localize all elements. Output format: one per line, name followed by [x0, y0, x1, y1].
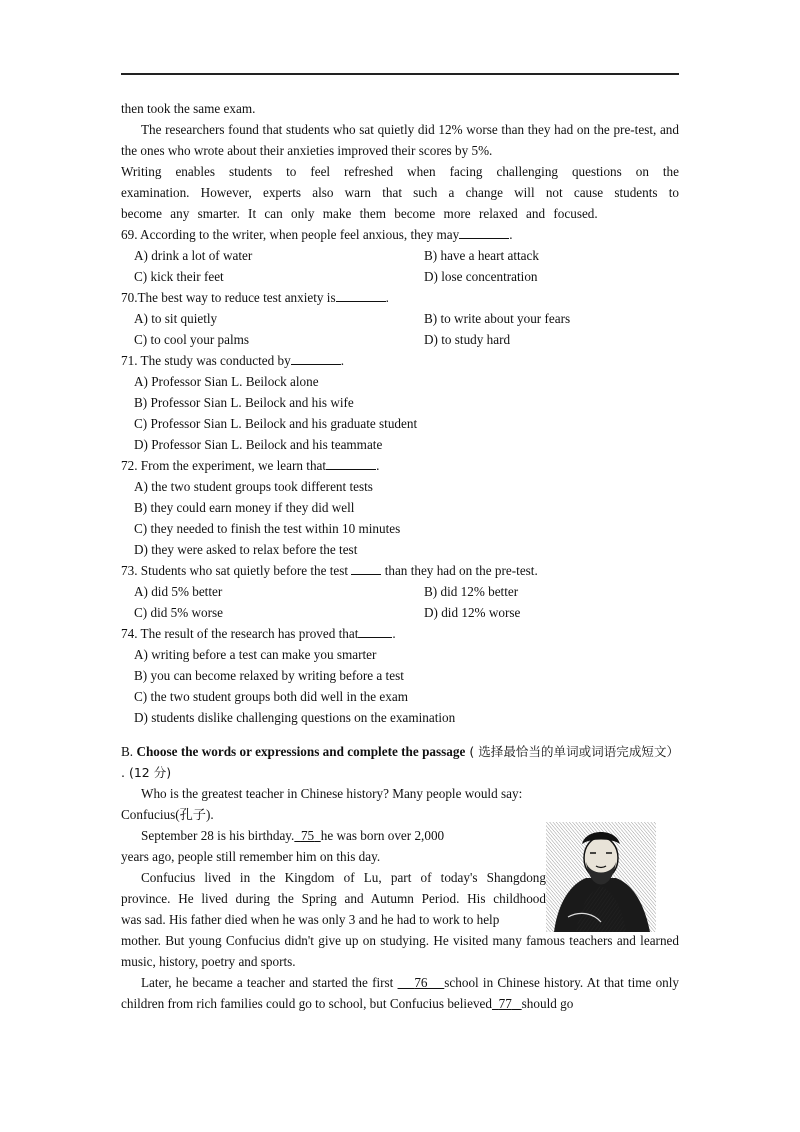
answer-blank[interactable]: [459, 224, 509, 239]
passage-paragraph: The researchers found that students who sat quietly did 12% worse than they had on the pre-test, and the ones who wrote about their anxieties improved their scores by 5%.: [121, 122, 679, 158]
answer-blank[interactable]: [336, 287, 386, 302]
question-stem: 71. The study was conducted by .: [121, 350, 679, 371]
question-74: [121, 623, 679, 728]
question-stem: 72. From the experiment, we learn that .: [121, 455, 679, 476]
passage-line: September 28 is his birthday. 75 he was born over 2,000: [141, 828, 445, 843]
option-c: C) the two student groups both did well in the exam: [134, 689, 408, 704]
passage-line: Confucius(孔子).: [121, 807, 214, 822]
confucius-portrait: [546, 822, 656, 932]
option-b: B) have a heart attack: [424, 248, 539, 263]
passage-line: province. He lived during the Spring and Autumn Period. His childhood: [121, 891, 546, 906]
passage-line: years ago, people still remember him on this day.: [121, 849, 381, 864]
question-70: [121, 287, 679, 350]
header-rule: [121, 73, 679, 75]
passage-line: Who is the greatest teacher in Chinese history? Many people would say:: [141, 786, 523, 801]
passage-paragraph: Later, he became a teacher and started the first 76 school in Chinese history. At that time only children from rich families could go to school, but Confucius believed 77 should go: [121, 975, 680, 1011]
option-a: A) drink a lot of water: [134, 248, 253, 263]
question-73: [121, 560, 679, 623]
option-a: A) the two student groups took different tests: [134, 479, 373, 494]
blank-76[interactable]: 76: [414, 975, 428, 990]
option-b: B) you can become relaxed by writing before a test: [134, 668, 404, 683]
passage-line: then took the same exam.: [121, 101, 256, 116]
option-d: D) lose concentration: [424, 269, 538, 284]
question-72: [121, 455, 679, 560]
option-d: D) did 12% worse: [424, 605, 521, 620]
option-b: B) did 12% better: [424, 584, 519, 599]
option-d: D) they were asked to relax before the test: [134, 542, 358, 557]
question-71: [121, 350, 679, 455]
option-b: B) Professor Sian L. Beilock and his wife: [134, 395, 354, 410]
passage-paragraph: mother. But young Confucius didn't give up on studying. He visited many famous teachers and learned music, history, poetry and sports.: [121, 933, 679, 969]
option-a: A) writing before a test can make you smarter: [134, 647, 377, 662]
option-a: A) to sit quietly: [134, 311, 218, 326]
option-a: A) did 5% better: [134, 584, 223, 599]
blank-77[interactable]: 77: [498, 996, 512, 1011]
answer-blank[interactable]: [326, 455, 376, 470]
question-stem: 70.The best way to reduce test anxiety is .: [121, 287, 679, 308]
option-d: D) students dislike challenging questions on the examination: [134, 710, 456, 725]
answer-blank[interactable]: [351, 560, 381, 575]
passage-line: was sad. His father died when he was only 3 and he had to work to help: [121, 912, 500, 927]
option-a: A) Professor Sian L. Beilock alone: [134, 374, 319, 389]
question-69: [121, 224, 679, 287]
option-c: C) did 5% worse: [134, 605, 224, 620]
section-b-heading: B. Choose the words or expressions and complete the passage ( 选择最恰当的单词或词语完成短文） . (12 分): [121, 744, 680, 780]
option-d: D) Professor Sian L. Beilock and his teammate: [134, 437, 383, 452]
option-c: C) they needed to finish the test within 10 minutes: [134, 521, 401, 536]
question-stem: 69. According to the writer, when people feel anxious, they may .: [121, 224, 679, 245]
option-b: B) they could earn money if they did well: [134, 500, 355, 515]
passage-paragraph: Writing enables students to feel refreshed when facing challenging questions on the examination. However, experts also warn that such a change will not cause students to become any smarter. It can only make them become more relaxed and focused.: [121, 164, 679, 221]
answer-blank[interactable]: [358, 623, 392, 638]
passage-line: Confucius lived in the Kingdom of Lu, part of today's Shangdong: [141, 870, 546, 885]
option-d: D) to study hard: [424, 332, 511, 347]
option-b: B) to write about your fears: [424, 311, 571, 326]
blank-75[interactable]: 75: [300, 828, 315, 843]
option-c: C) Professor Sian L. Beilock and his graduate student: [134, 416, 418, 431]
question-stem: 73. Students who sat quietly before the test than they had on the pre-test.: [121, 560, 679, 581]
option-c: C) to cool your palms: [134, 332, 250, 347]
question-stem: 74. The result of the research has proved that .: [121, 623, 679, 644]
option-c: C) kick their feet: [134, 269, 224, 284]
answer-blank[interactable]: [291, 350, 341, 365]
